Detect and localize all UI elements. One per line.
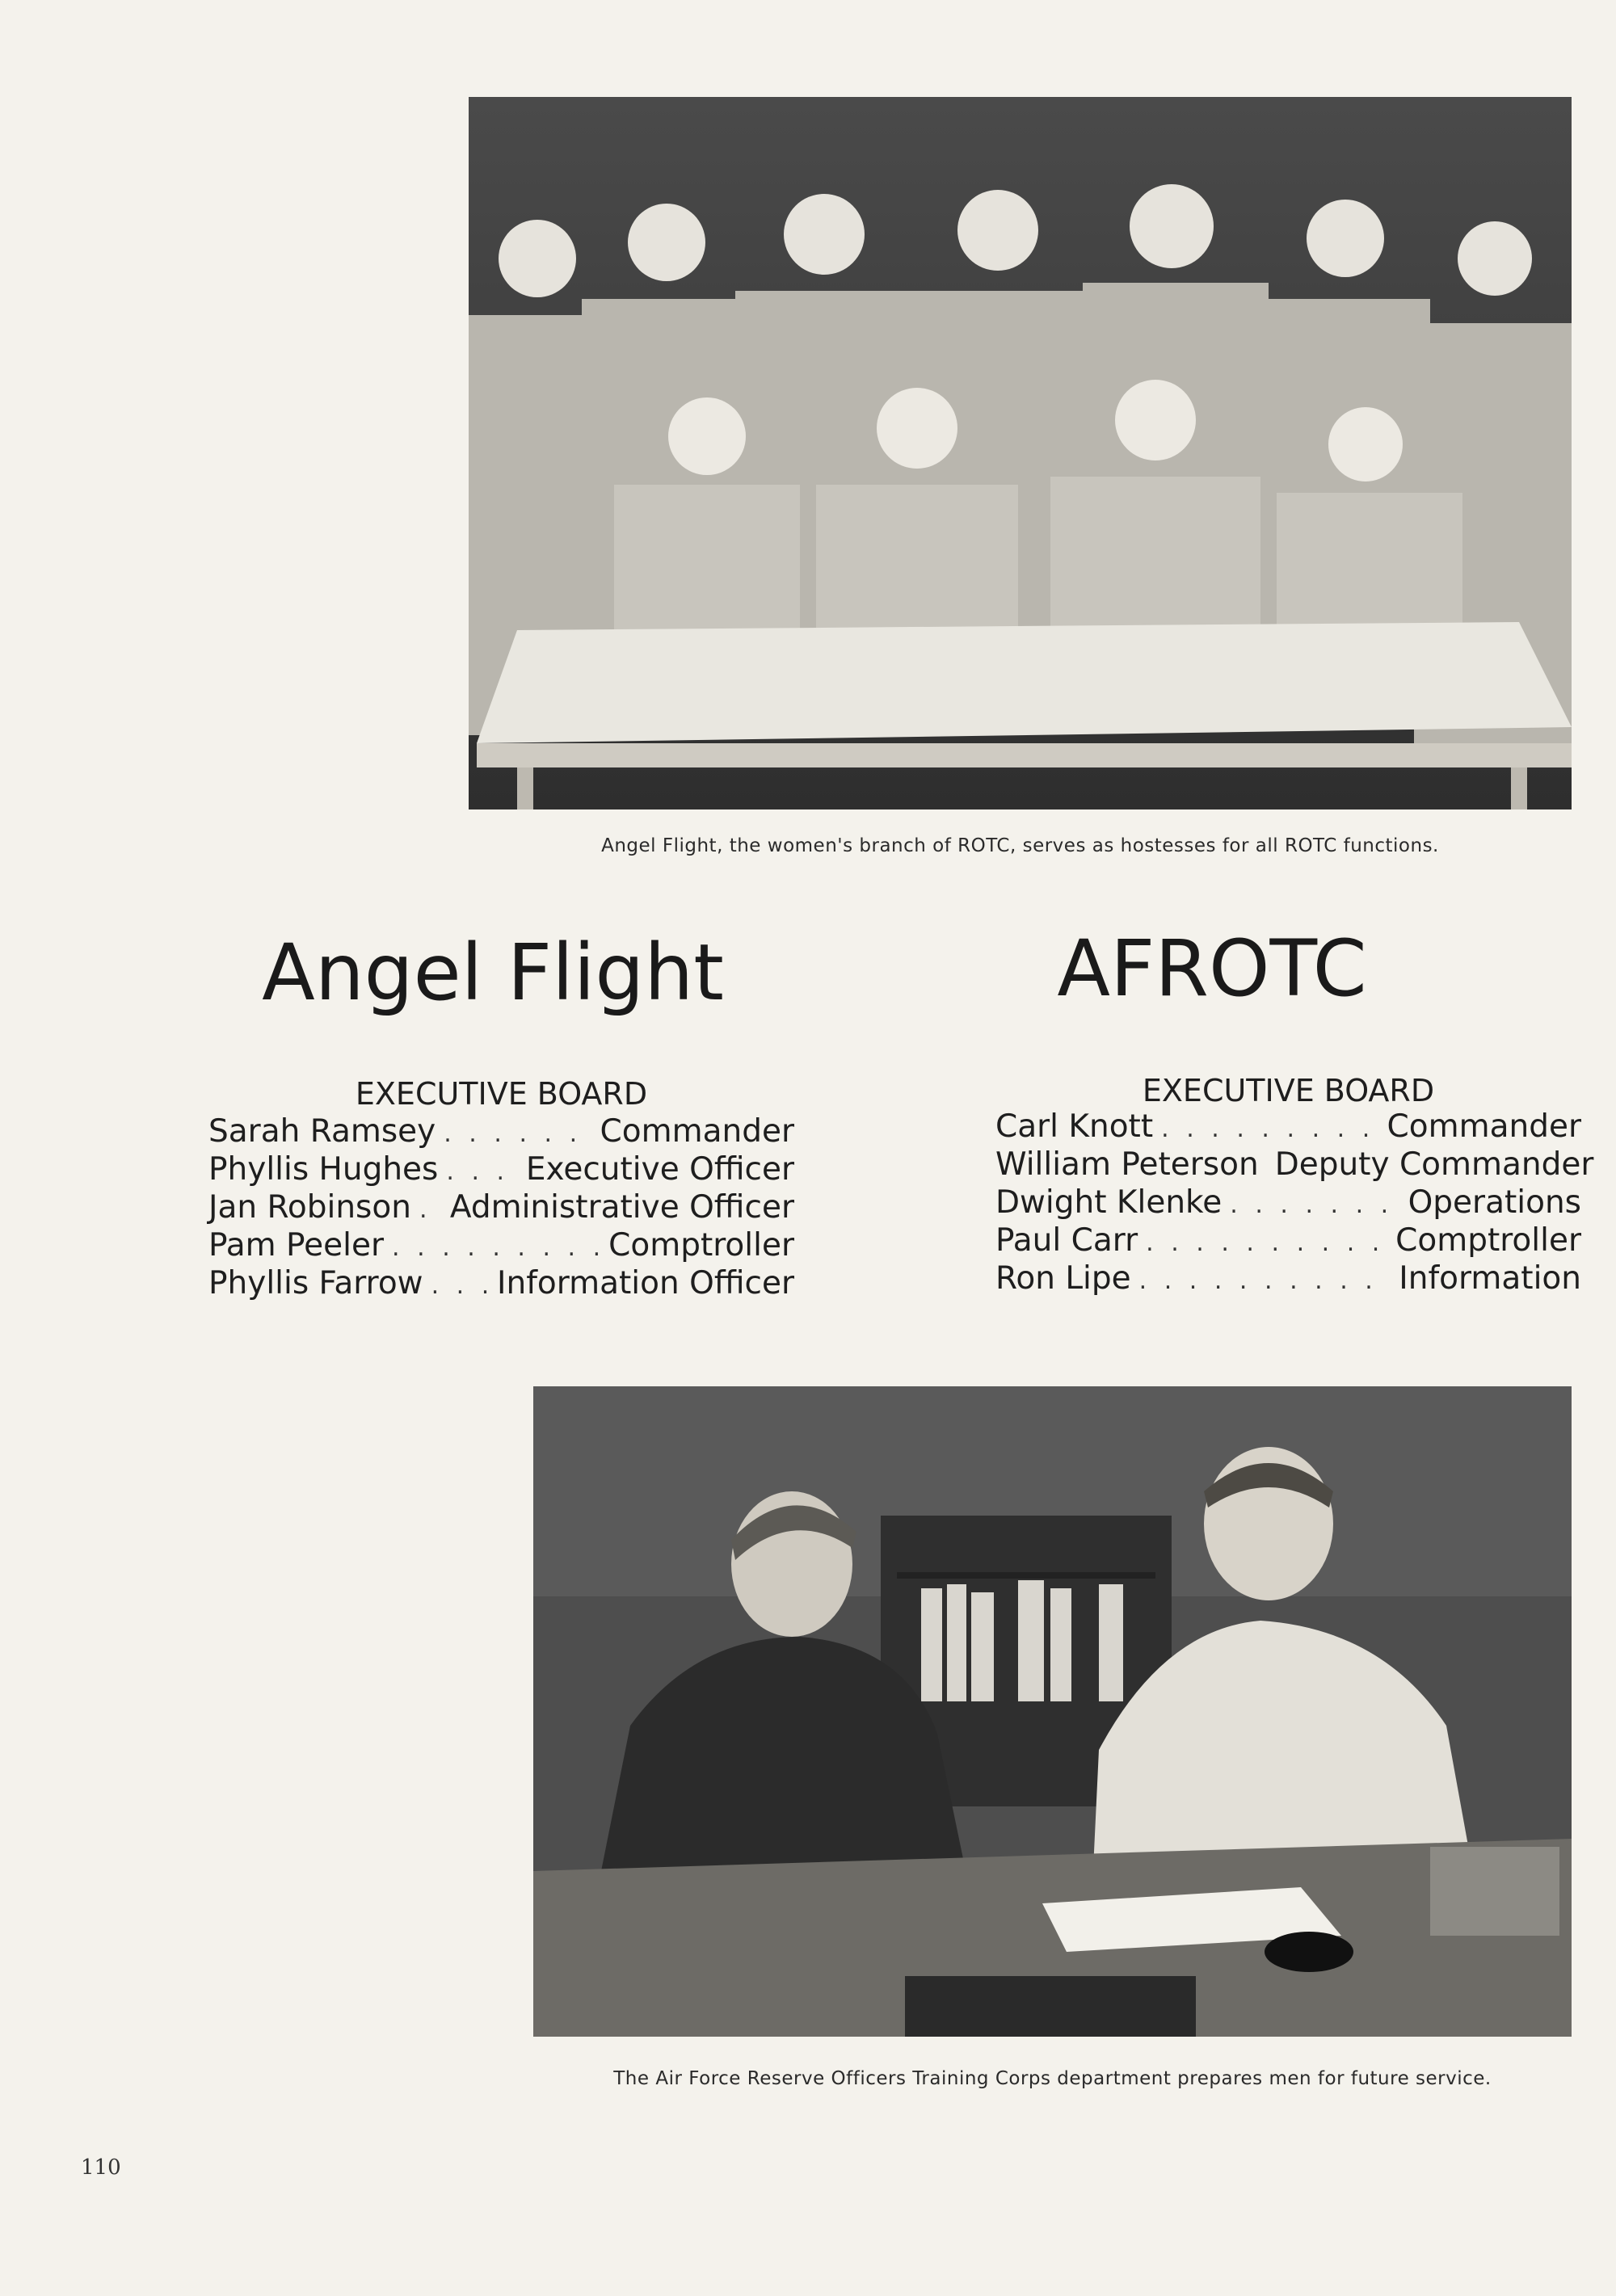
roster-row [995, 1222, 1581, 1260]
page-number: 110 [81, 2155, 121, 2180]
member-name: Jan Robinson [208, 1189, 411, 1226]
member-name: William Peterson [995, 1146, 1259, 1183]
afrotc-officers-photo [533, 1386, 1572, 2037]
member-name: Carl Knott [995, 1108, 1154, 1145]
afrotc-board-title: EXECUTIVE BOARD [1142, 1073, 1435, 1108]
member-name: Dwight Klenke [995, 1184, 1223, 1221]
leader-dots [1139, 1267, 1391, 1295]
member-name: Pam Peeler [208, 1227, 385, 1264]
angel-flight-roster [208, 1113, 794, 1303]
roster-row [995, 1260, 1581, 1298]
roster-row [208, 1151, 794, 1189]
leader-dots [392, 1234, 600, 1262]
top-photo-caption: Angel Flight, the women's branch of ROTC, serves as hostesses for all ROTC functions. [601, 835, 1439, 856]
leader-dots [1161, 1115, 1378, 1143]
bottom-photo-caption: The Air Force Reserve Officers Training Corps department prepares men for future service. [613, 2068, 1492, 2089]
roster-row [995, 1184, 1581, 1222]
roster-row [208, 1189, 794, 1227]
member-role: Executive Officer [525, 1151, 794, 1188]
member-role: Commander [600, 1113, 794, 1150]
roster-row [995, 1108, 1581, 1146]
member-name: Sarah Ramsey [208, 1113, 436, 1150]
roster-row [208, 1113, 794, 1151]
angel-flight-board-title: EXECUTIVE BOARD [355, 1076, 648, 1112]
group-photo-illustration [469, 97, 1572, 809]
member-name: Phyllis Hughes [208, 1151, 439, 1188]
angel-flight-group-photo [469, 97, 1572, 809]
member-role: Information Officer [496, 1265, 794, 1301]
leader-dots [1230, 1191, 1399, 1219]
member-role: Comptroller [1395, 1222, 1581, 1259]
member-role: Administrative Officer [449, 1189, 794, 1226]
leader-dots [1146, 1229, 1387, 1257]
member-role: Commander [1387, 1108, 1581, 1145]
roster-row [995, 1146, 1594, 1184]
member-role: Information [1399, 1260, 1581, 1297]
afrotc-heading: AFROTC [1057, 923, 1367, 1014]
roster-row [208, 1265, 794, 1303]
member-name: Phyllis Farrow [208, 1265, 423, 1301]
roster-row [208, 1227, 794, 1265]
afrotc-roster [995, 1108, 1594, 1298]
member-name: Ron Lipe [995, 1260, 1131, 1297]
member-role: Comptroller [608, 1227, 794, 1264]
angel-flight-heading: Angel Flight [262, 927, 724, 1018]
officers-photo-illustration [533, 1386, 1572, 2037]
leader-dots [419, 1196, 442, 1224]
leader-dots [444, 1120, 591, 1148]
leader-dots [431, 1272, 489, 1300]
member-role: Deputy Commander [1274, 1146, 1594, 1183]
member-role: Operations [1408, 1184, 1581, 1221]
leader-dots [446, 1158, 517, 1186]
member-name: Paul Carr [995, 1222, 1138, 1259]
